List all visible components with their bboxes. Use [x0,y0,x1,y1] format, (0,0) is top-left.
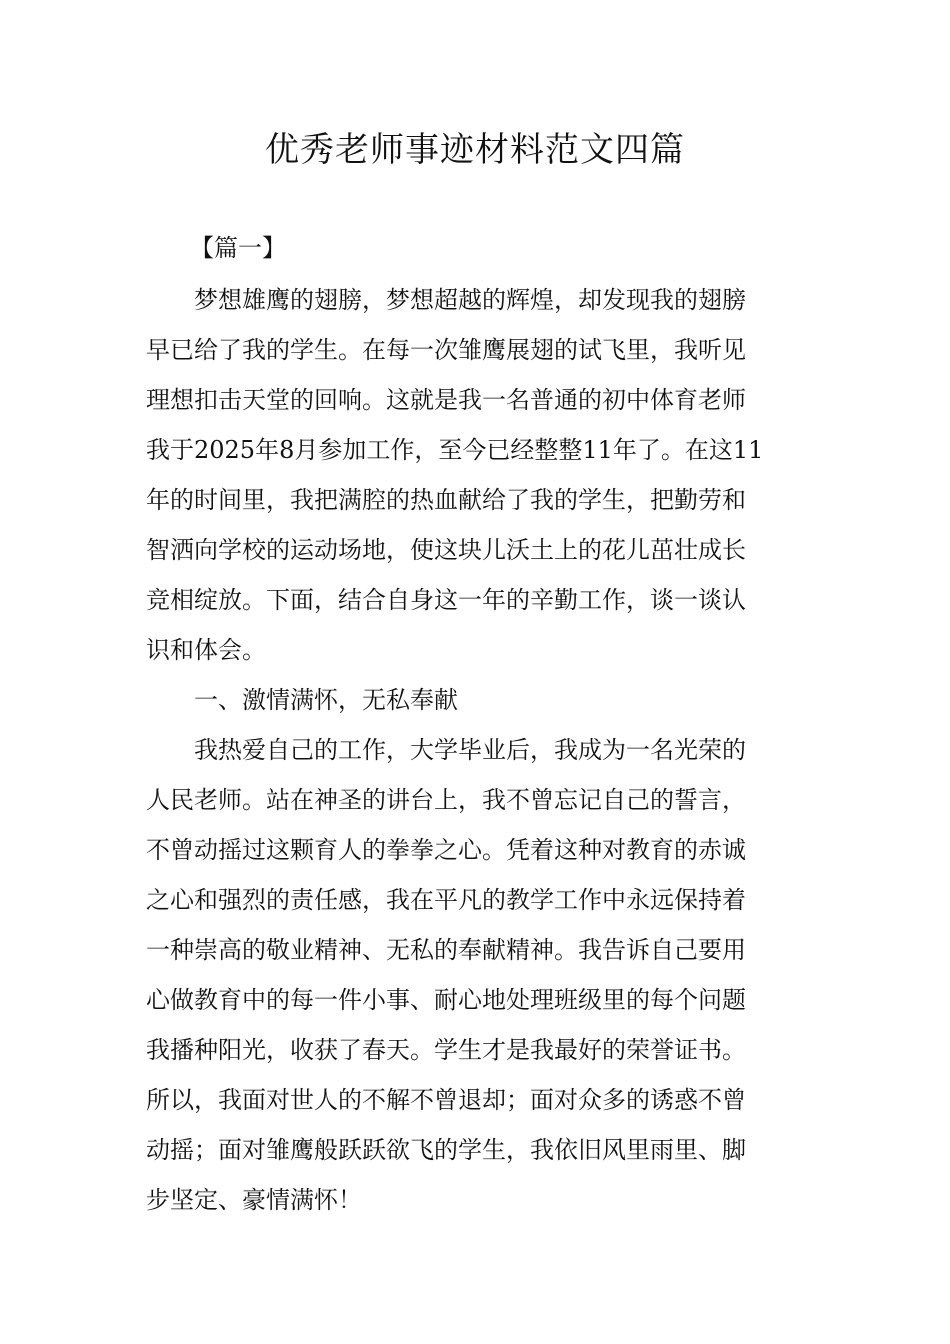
paragraph-line: 人民老师。站在神圣的讲台上，我不曾忘记自己的誓言， [146,786,746,814]
paragraph-line: 所以，我面对世人的不解不曾退却；面对众多的诱惑不曾 [146,1086,746,1114]
paragraph-line: 梦想雄鹰的翅膀，梦想超越的辉煌，却发现我的翅膀 [194,286,746,314]
paragraph-line: 步坚定、豪情满怀！ [146,1186,362,1214]
paragraph-line: 竞相绽放。下面，结合自身这一年的辛勤工作，谈一谈认 [146,586,746,614]
paragraph-line: 理想扣击天堂的回响。这就是我一名普通的初中体育老师 [146,386,746,414]
paragraph-line: 我于2025年8月参加工作，至今已经整整11年了。在这11 [146,436,764,464]
paragraph-line: 智洒向学校的运动场地，使这块儿沃土上的花儿茁壮成长 [146,536,746,564]
paragraph-line: 动摇；面对雏鹰般跃跃欲飞的学生，我依旧风里雨里、脚 [146,1136,746,1164]
paragraph-line: 一种崇高的敬业精神、无私的奉献精神。我告诉自己要用 [146,936,746,964]
paragraph-line: 心做教育中的每一件小事、耐心地处理班级里的每个问题 [146,986,746,1014]
paragraph-line: 之心和强烈的责任感，我在平凡的教学工作中永远保持着 [146,886,746,914]
paragraph-line: 识和体会。 [146,636,266,664]
paragraph-line: 我播种阳光，收获了春天。学生才是我最好的荣誉证书。 [146,1036,746,1064]
paragraph-line: 我热爱自己的工作，大学毕业后，我成为一名光荣的 [194,736,746,764]
paragraph-line: 年的时间里，我把满腔的热血献给了我的学生，把勤劳和 [146,486,746,514]
paragraph-line: 不曾动摇过这颗育人的拳拳之心。凭着这种对教育的赤诚 [146,836,746,864]
section-heading: 一、激情满怀，无私奉献 [194,686,458,714]
section-label: 【篇一】 [190,234,286,262]
document-title: 优秀老师事迹材料范文四篇 [265,130,685,170]
paragraph-line: 早已给了我的学生。在每一次雏鹰展翅的试飞里，我听见 [146,336,746,364]
